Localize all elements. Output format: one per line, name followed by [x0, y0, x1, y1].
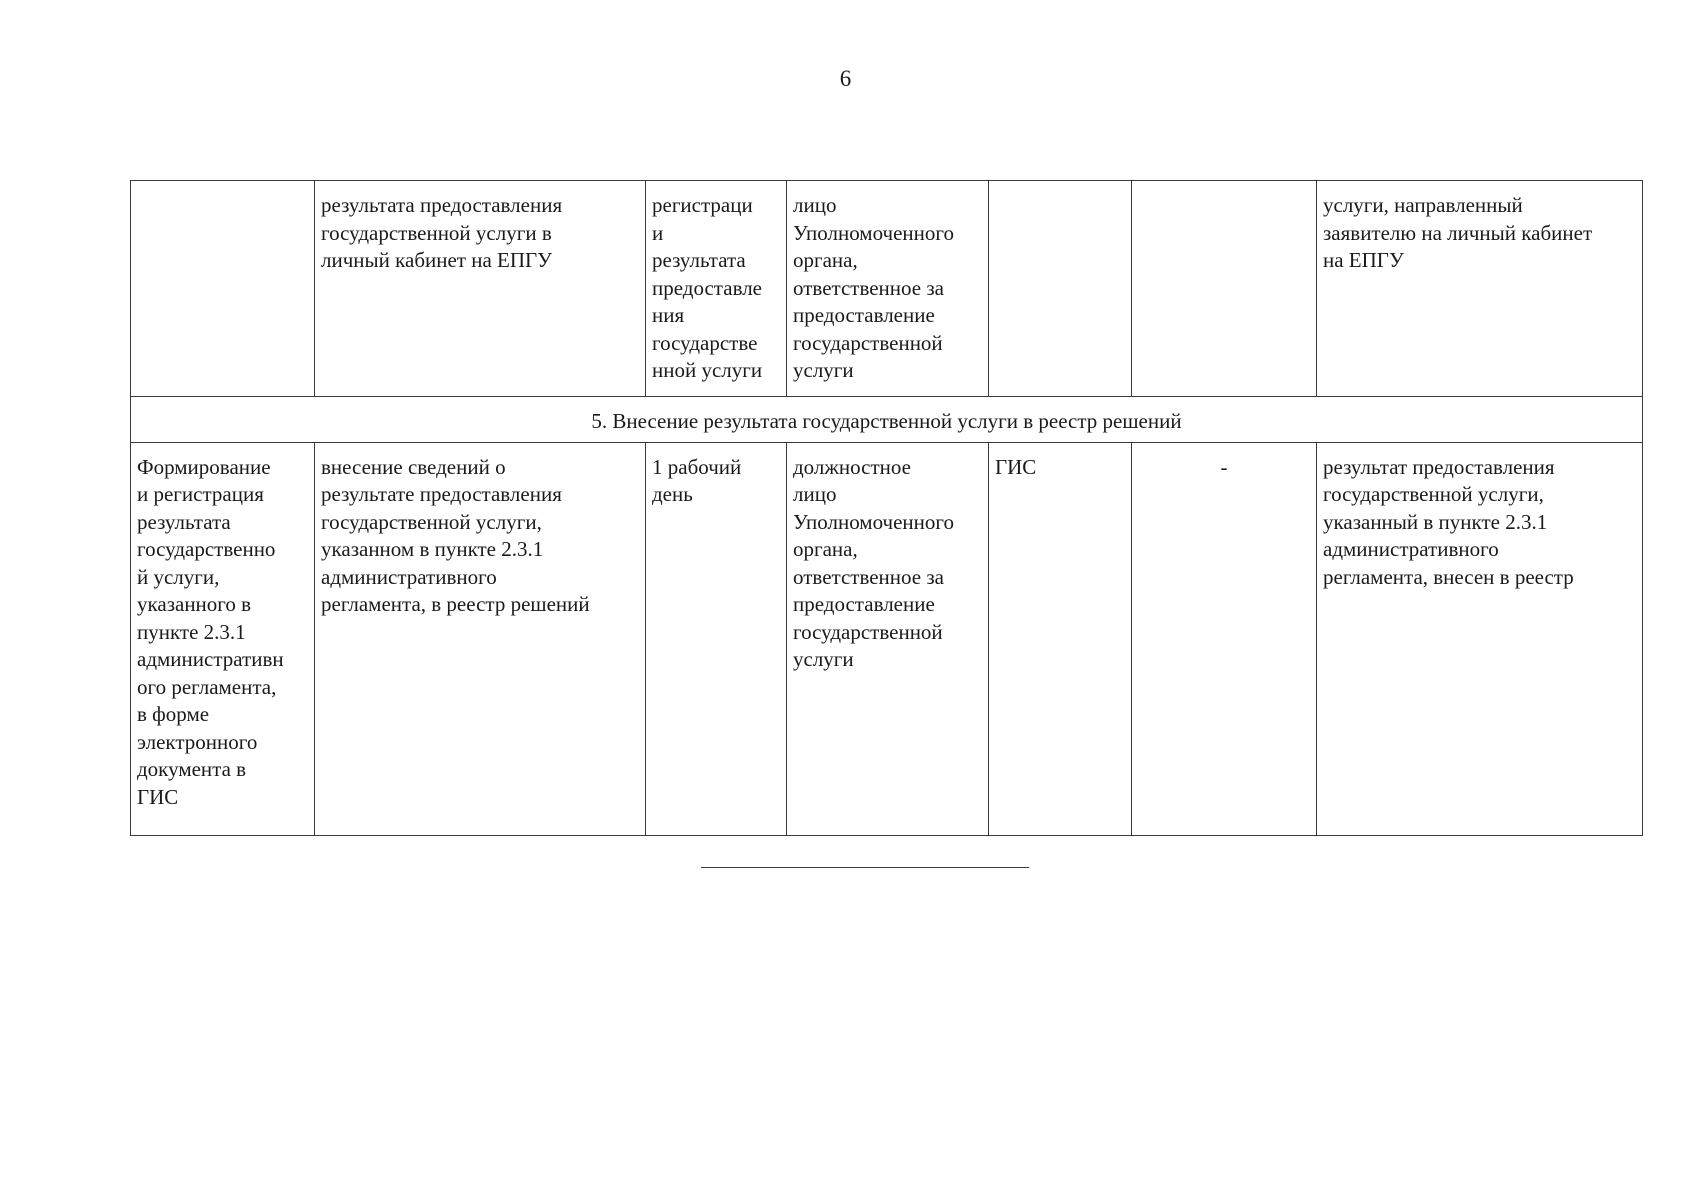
cell-text: -	[1220, 454, 1228, 479]
cell-text-line: государственной услуги,	[321, 509, 542, 534]
cell-text-line: административного	[1323, 537, 1499, 561]
cell-text-line: день	[652, 482, 693, 506]
cell-duration	[646, 181, 787, 397]
cell-result	[1317, 442, 1643, 835]
cell-text-line: внесение сведений о	[321, 454, 506, 479]
cell-result	[1317, 181, 1643, 397]
cell-action-content	[315, 442, 646, 835]
cell-text-line: лицо	[793, 193, 837, 217]
cell-text-line: регламента, внесен в реестр	[1323, 564, 1574, 589]
cell-text-line: услуги	[793, 358, 854, 382]
cell-text-line: государственно	[137, 537, 276, 561]
cell-text-line: результата предоставления	[321, 193, 563, 217]
cell-action-content	[315, 181, 646, 397]
cell-duration	[646, 442, 787, 835]
cell-text-line: административн	[137, 647, 284, 671]
cell-text: ГИС	[995, 454, 1037, 479]
cell-criteria	[1132, 181, 1317, 397]
cell-text-line: Уполномоченного	[793, 220, 954, 245]
cell-text-line: Уполномоченного	[793, 509, 954, 534]
cell-text-line: личный кабинет на ЕПГУ	[321, 248, 553, 272]
cell-text-line: услуги, направленный	[1323, 193, 1523, 217]
cell-text-line: лицо	[793, 482, 837, 506]
cell-procedure-name	[131, 442, 315, 835]
cell-text-line: 1 рабочий	[652, 454, 742, 479]
cell-text-line: органа,	[793, 537, 858, 561]
cell-text-line: результата	[652, 248, 746, 272]
cell-text-line: электронного	[137, 729, 258, 754]
footer-rule	[701, 867, 1029, 868]
table-row-data	[131, 442, 1643, 835]
cell-text-line: государстве	[652, 330, 758, 355]
cell-system	[989, 442, 1132, 835]
cell-text-line: й услуги,	[137, 564, 220, 589]
cell-text-line: на ЕПГУ	[1323, 248, 1404, 272]
cell-text-line: нной услуги	[652, 358, 763, 382]
cell-text-line: указанный в пункте 2.3.1	[1323, 509, 1548, 534]
cell-responsible	[787, 181, 989, 397]
cell-text-line: должностное	[793, 454, 911, 479]
cell-text-line: ответственное за	[793, 275, 944, 300]
cell-text-line: результат предоставления	[1323, 454, 1555, 479]
cell-text-line: и регистрация	[137, 482, 264, 506]
cell-text-line: регламента, в реестр решений	[321, 592, 590, 616]
procedure-table	[130, 180, 1643, 836]
cell-text-line: результате предоставления	[321, 482, 562, 506]
cell-text-line: ого регламента,	[137, 674, 277, 699]
cell-text-line: заявителю на личный кабинет	[1323, 220, 1593, 245]
cell-text-line: государственной	[793, 619, 943, 644]
cell-text-line: предоставление	[793, 303, 935, 327]
cell-text-line: Формирование	[137, 454, 271, 479]
cell-responsible	[787, 442, 989, 835]
cell-system	[989, 181, 1132, 397]
cell-text-line: государственной	[793, 330, 943, 355]
cell-text-line: указанного в	[137, 592, 252, 616]
cell-text-line: ГИС	[137, 784, 179, 809]
cell-text-line: результата	[137, 509, 231, 534]
cell-text-line: предоставле	[652, 275, 763, 300]
cell-text-line: государственной услуги,	[1323, 482, 1544, 506]
cell-procedure-name	[131, 181, 315, 397]
cell-text-line: пункте 2.3.1	[137, 619, 246, 644]
cell-text-line: в форме	[137, 702, 210, 726]
cell-text-line: и	[652, 220, 664, 245]
cell-criteria	[1132, 442, 1317, 835]
cell-text-line: предоставление	[793, 592, 935, 616]
table-row-continuation	[131, 181, 1643, 397]
cell-text-line: ния	[652, 303, 685, 327]
cell-text-line: документа в	[137, 757, 247, 781]
cell-text-line: государственной услуги в	[321, 220, 552, 245]
cell-text-line: регистраци	[652, 193, 753, 217]
cell-text-line: услуги	[793, 647, 854, 671]
section-heading: 5. Внесение результата государственной услуги в реестр решений	[131, 397, 1643, 443]
cell-text-line: ответственное за	[793, 564, 944, 589]
table-row-section-heading	[131, 397, 1643, 443]
cell-text-line: административного	[321, 564, 497, 589]
cell-text-line: органа,	[793, 248, 858, 272]
page-number: 6	[839, 66, 852, 91]
cell-text-line: указанном в пункте 2.3.1	[321, 537, 544, 561]
